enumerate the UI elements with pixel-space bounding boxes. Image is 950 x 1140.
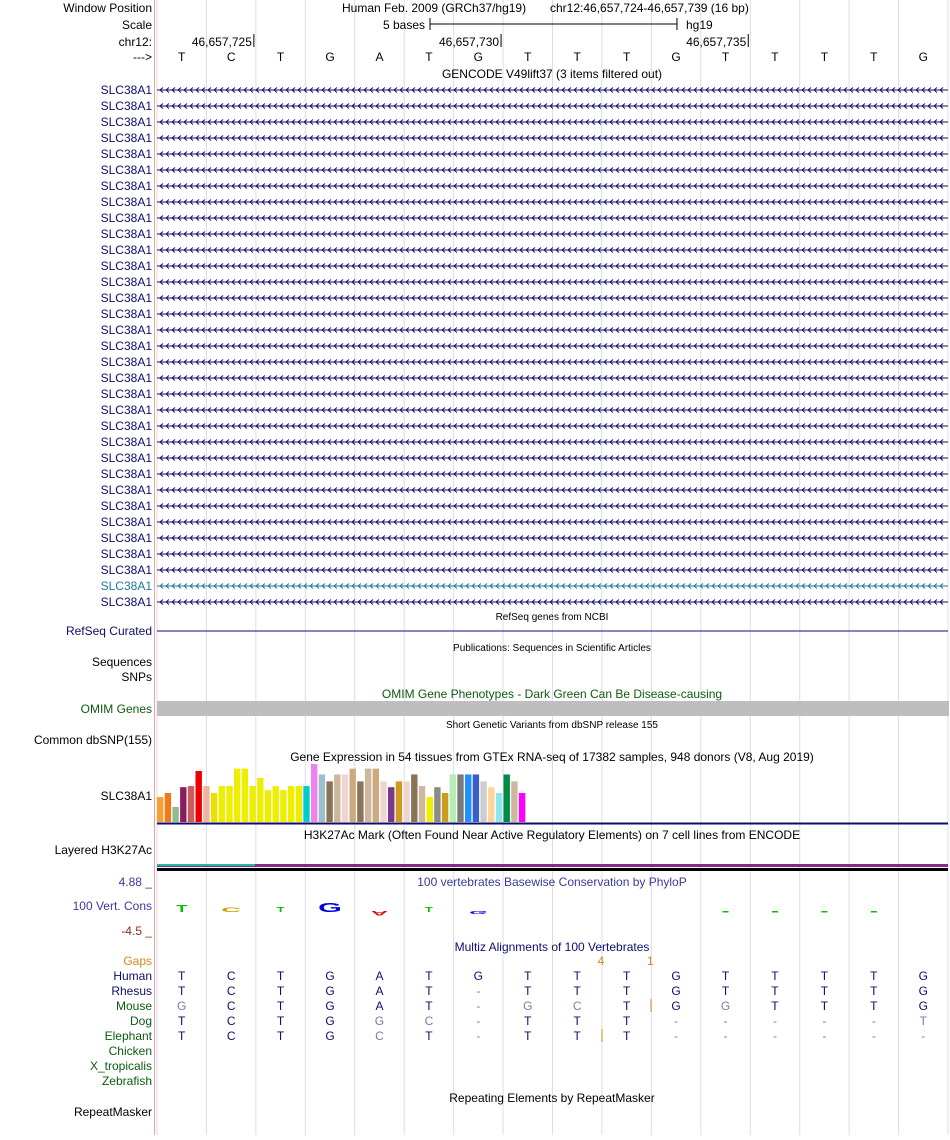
gencode-transcript-label[interactable]: SLC38A1 — [100, 163, 152, 177]
gtex-tissue-bar[interactable] — [303, 786, 309, 822]
gtex-tissue-bar[interactable] — [396, 781, 402, 822]
alignment-base: T — [721, 969, 730, 983]
gencode-transcript-label[interactable]: SLC38A1 — [100, 419, 152, 433]
base-letter: T — [622, 50, 631, 64]
gencode-transcript[interactable] — [157, 328, 948, 333]
gtex-tissue-bar[interactable] — [442, 793, 448, 822]
alignment-base: G — [473, 969, 484, 983]
alignment-base: T — [771, 999, 779, 1013]
alignment-base: T — [919, 1014, 927, 1028]
alignment-base: T — [276, 1014, 285, 1028]
scale-db: hg19 — [686, 18, 713, 32]
gencode-transcript[interactable] — [157, 168, 948, 173]
alignment-base: G — [918, 999, 928, 1013]
alignment-base: C — [226, 984, 236, 998]
alignment-base: T — [276, 984, 285, 998]
gencode-transcript-label[interactable]: SLC38A1 — [100, 387, 152, 401]
alignment-base: - — [921, 1029, 926, 1043]
alignment-base: T — [622, 1014, 631, 1028]
base-letter: G — [671, 50, 681, 64]
alignment-base: T — [425, 999, 433, 1013]
alignment-base: T — [425, 984, 433, 998]
base-letter: T — [178, 50, 186, 64]
gencode-transcript[interactable] — [157, 584, 948, 589]
gencode-transcript-label[interactable]: SLC38A1 — [100, 483, 152, 497]
gencode-transcript[interactable] — [157, 120, 948, 125]
gencode-transcript-label[interactable]: SLC38A1 — [100, 467, 152, 481]
gencode-transcript[interactable] — [157, 552, 948, 557]
chrom-label[interactable]: chr12: — [118, 35, 152, 49]
phylop-small-mark — [772, 911, 778, 913]
gtex-tissue-bar[interactable] — [419, 786, 425, 822]
phylop-logo[interactable] — [176, 901, 877, 917]
gtex-tissue-bar[interactable] — [434, 787, 440, 822]
gencode-transcript-label[interactable]: SLC38A1 — [100, 195, 152, 209]
gencode-transcript-label[interactable]: SLC38A1 — [100, 515, 152, 529]
gencode-transcript[interactable] — [157, 392, 948, 397]
gencode-transcript-label[interactable]: SLC38A1 — [100, 355, 152, 369]
gencode-transcript-label[interactable]: SLC38A1 — [100, 259, 152, 273]
dbsnp-title: Short Genetic Variants from dbSNP release 155 — [446, 720, 658, 731]
alignment-base: C — [226, 999, 236, 1013]
alignment-base: T — [178, 1014, 186, 1028]
gencode-transcript-label[interactable]: SLC38A1 — [100, 275, 152, 289]
publications-title: Publications: Sequences in Scientific Articles — [453, 643, 651, 654]
scale-label[interactable]: Scale — [121, 18, 152, 32]
gencode-transcript[interactable] — [157, 152, 948, 157]
alignment-base: G — [671, 969, 681, 983]
gencode-transcript[interactable] — [157, 408, 948, 413]
gtex-tissue-bar[interactable] — [388, 787, 394, 822]
h3k27ac-signal-purple[interactable] — [157, 864, 948, 867]
gtex-tissue-bar[interactable] — [342, 774, 348, 822]
coordinate-label: 46,657,730 — [439, 35, 500, 49]
gtex-bar-chart[interactable] — [157, 764, 525, 822]
gencode-transcript[interactable] — [157, 376, 948, 381]
gencode-transcript-label[interactable]: SLC38A1 — [100, 227, 152, 241]
alignment-base: T — [276, 1029, 285, 1043]
gtex-tissue-bar[interactable] — [219, 786, 225, 822]
base-letter: A — [375, 50, 384, 64]
gtex-tissue-bar[interactable] — [403, 781, 409, 822]
alignment-base: - — [723, 1014, 728, 1028]
gencode-transcript[interactable] — [157, 568, 948, 573]
gtex-tissue-bar[interactable] — [465, 774, 471, 822]
gencode-transcript[interactable] — [157, 424, 948, 429]
gtex-tissue-bar[interactable] — [427, 797, 433, 822]
h3k27ac-label[interactable]: Layered H3K27Ac — [54, 843, 152, 857]
gtex-tissue-bar[interactable] — [504, 774, 510, 822]
alignment-base: G — [374, 1014, 385, 1028]
gencode-transcript-label[interactable]: SLC38A1 — [100, 403, 152, 417]
gtex-tissue-bar[interactable] — [188, 786, 194, 822]
alignment-base: - — [476, 1014, 481, 1028]
alignment-base: - — [476, 999, 481, 1013]
alignment-base: - — [871, 1029, 876, 1043]
omim-phenotype-bar[interactable] — [157, 701, 949, 716]
multiz-title: Multiz Alignments of 100 Vertebrates — [454, 940, 650, 954]
alignment-base: A — [375, 999, 384, 1013]
gtex-tissue-bar[interactable] — [172, 807, 178, 822]
phylop-base-glyph: A — [371, 909, 388, 918]
alignment-base: G — [720, 999, 731, 1013]
alignment-base: T — [425, 969, 433, 983]
alignment-base: - — [723, 1029, 728, 1043]
gencode-transcript-label[interactable]: SLC38A1 — [100, 83, 152, 97]
alignment-base: T — [622, 1029, 631, 1043]
gencode-transcript[interactable] — [157, 104, 948, 109]
alignment-base: G — [523, 999, 533, 1013]
alignment-base: T — [721, 984, 730, 998]
gencode-transcript[interactable] — [157, 264, 948, 269]
gtex-tissue-bar[interactable] — [357, 781, 363, 822]
gencode-transcript-label[interactable]: SLC38A1 — [100, 291, 152, 305]
gencode-transcript-label[interactable]: SLC38A1 — [100, 499, 152, 513]
gencode-transcript[interactable] — [157, 200, 948, 205]
omim-title: OMIM Gene Phenotypes - Dark Green Can Be Disease-causing — [381, 687, 723, 701]
gtex-tissue-bar[interactable] — [488, 787, 494, 822]
gtex-tissue-bar[interactable] — [234, 769, 240, 822]
h3k27ac-track-border — [157, 868, 948, 871]
phylop-min-label: -4.5 _ — [121, 924, 152, 938]
alignment-base: T — [573, 1014, 581, 1028]
gtex-tissue-bar[interactable] — [165, 793, 171, 822]
repeatmasker-title: Repeating Elements by RepeatMasker — [449, 1091, 655, 1105]
gtex-tissue-bar[interactable] — [365, 769, 371, 822]
alignment-base: T — [524, 1014, 532, 1028]
coordinate-label: 46,657,735 — [686, 35, 747, 49]
dbsnp-label[interactable]: Common dbSNP(155) — [33, 733, 152, 747]
species-label[interactable]: Human — [113, 969, 152, 983]
base-letter: T — [425, 50, 433, 64]
coordinate-label: 46,657,725 — [191, 35, 252, 49]
alignment-base: G — [671, 999, 681, 1013]
alignment-base: T — [870, 969, 878, 983]
gencode-transcript-label[interactable]: SLC38A1 — [100, 371, 152, 385]
phylop-small-mark — [871, 911, 877, 913]
alignment-base: - — [822, 1014, 827, 1028]
window-position-label[interactable]: Window Position — [63, 1, 152, 15]
phylop-max-label: 4.88 _ — [118, 875, 152, 889]
refseq-title: RefSeq genes from NCBI — [495, 612, 609, 623]
alignment-base: G — [918, 984, 928, 998]
alignment-base: - — [871, 1014, 876, 1028]
alignment-base: G — [177, 999, 187, 1013]
phylop-label[interactable]: 100 Vert. Cons — [72, 899, 152, 913]
gencode-transcript-label[interactable]: SLC38A1 — [100, 323, 152, 337]
gencode-transcript-label[interactable]: SLC38A1 — [100, 547, 152, 561]
alignment-base: A — [375, 969, 384, 983]
position-text: chr12:46,657,724-46,657,739 (16 bp) — [550, 1, 749, 15]
base-letter: T — [524, 50, 532, 64]
gtex-tissue-bar[interactable] — [511, 781, 517, 822]
phylop-base-glyph: G — [469, 909, 488, 916]
gtex-tissue-bar[interactable] — [480, 781, 486, 822]
alignment-base: C — [226, 1029, 236, 1043]
species-label[interactable]: Rhesus — [111, 984, 152, 998]
alignment-base: T — [178, 1029, 186, 1043]
refseq-label[interactable]: RefSeq Curated — [65, 624, 152, 638]
phylop-base-glyph: T — [176, 903, 188, 915]
h3k27ac-title: H3K27Ac Mark (Often Found Near Active Regulatory Elements) on 7 cell lines from ENCODE — [303, 828, 801, 842]
gencode-transcript-label[interactable]: SLC38A1 — [100, 435, 152, 449]
alignment-base: G — [325, 1029, 335, 1043]
alignment-base: C — [424, 1014, 434, 1028]
gencode-transcript-label[interactable]: SLC38A1 — [100, 563, 152, 577]
publications-sequences-label[interactable]: Sequences — [91, 655, 152, 669]
gtex-tissue-bar[interactable] — [257, 778, 263, 822]
alignment-base: T — [820, 999, 829, 1013]
gencode-title: GENCODE V49lift37 (3 items filtered out) — [441, 67, 663, 81]
phylop-base-glyph: G — [318, 900, 342, 915]
gencode-transcript[interactable] — [157, 344, 948, 349]
base-letter: G — [473, 50, 484, 64]
gtex-tissue-bar[interactable] — [296, 786, 302, 822]
gencode-transcript[interactable] — [157, 536, 948, 541]
alignment-base: T — [573, 1029, 581, 1043]
gtex-tissue-bar[interactable] — [350, 769, 356, 822]
base-letter: G — [325, 50, 335, 64]
species-label[interactable]: Mouse — [115, 999, 152, 1013]
phylop-small-mark — [821, 911, 827, 913]
gencode-transcript-label[interactable]: SLC38A1 — [100, 307, 152, 321]
gtex-tissue-bar[interactable] — [180, 787, 186, 822]
gencode-transcript[interactable] — [157, 600, 948, 605]
phylop-title: 100 vertebrates Basewise Conservation by PhyloP — [417, 875, 687, 889]
omim-label[interactable]: OMIM Genes — [80, 702, 152, 716]
alignment-base: T — [524, 1029, 532, 1043]
gtex-tissue-bar[interactable] — [380, 781, 386, 822]
gencode-transcript-label[interactable]: SLC38A1 — [100, 243, 152, 257]
gencode-transcript[interactable] — [157, 472, 948, 477]
alignment-base: T — [178, 984, 186, 998]
alignment-base: T — [276, 969, 285, 983]
alignment-base: G — [325, 984, 335, 998]
gtex-tissue-bar[interactable] — [334, 774, 340, 822]
base-letter: T — [870, 50, 878, 64]
species-label[interactable]: Zebrafish — [101, 1074, 152, 1088]
gtex-tissue-bar[interactable] — [265, 790, 271, 822]
gencode-transcript-label[interactable]: SLC38A1 — [100, 147, 152, 161]
gtex-title: Gene Expression in 54 tissues from GTEx RNA-seq of 17382 samples, 948 donors (V8, Aug 2019) — [290, 750, 814, 764]
gencode-transcript-label[interactable]: SLC38A1 — [100, 579, 152, 593]
gtex-tissue-bar[interactable] — [373, 769, 379, 822]
gtex-tissue-bar[interactable] — [288, 786, 294, 822]
alignment-base: - — [476, 1029, 481, 1043]
alignment-base: - — [772, 1029, 777, 1043]
alignment-base: - — [772, 1014, 777, 1028]
alignment-base: T — [178, 969, 186, 983]
gencode-transcript[interactable] — [157, 456, 948, 461]
base-letter: T — [276, 50, 285, 64]
alignment-base: - — [674, 1014, 679, 1028]
gtex-tissue-bar[interactable] — [450, 774, 456, 822]
gtex-label[interactable]: SLC38A1 — [100, 789, 152, 803]
gtex-tissue-bar[interactable] — [473, 774, 479, 822]
gtex-tissue-bar[interactable] — [211, 793, 217, 822]
phylop-base-glyph: T — [276, 906, 285, 915]
alignment-base: G — [325, 1014, 335, 1028]
alignment-base: T — [870, 984, 878, 998]
alignment-base: - — [476, 984, 481, 998]
gaps-label[interactable]: Gaps — [123, 954, 152, 968]
gtex-tissue-bar[interactable] — [203, 786, 209, 822]
gencode-transcript[interactable] — [157, 296, 948, 301]
base-letter: G — [918, 50, 928, 64]
gencode-transcript[interactable] — [157, 232, 948, 237]
gencode-transcript[interactable] — [157, 520, 948, 525]
species-label[interactable]: X_tropicalis — [89, 1059, 152, 1073]
alignment-base: T — [622, 984, 631, 998]
gtex-tissue-bar[interactable] — [519, 793, 525, 822]
alignment-base: - — [822, 1029, 827, 1043]
gencode-transcript[interactable] — [157, 440, 948, 445]
gtex-tissue-bar[interactable] — [311, 764, 317, 822]
alignment-base: T — [276, 999, 285, 1013]
gencode-transcript-label[interactable]: SLC38A1 — [100, 99, 152, 113]
phylop-base-glyph: T — [425, 906, 433, 915]
alignment-base: T — [524, 984, 532, 998]
gencode-transcript[interactable] — [157, 280, 948, 285]
base-letter: T — [771, 50, 779, 64]
assembly-name: Human Feb. 2009 (GRCh37/hg19) — [342, 1, 527, 15]
species-label[interactable]: Dog — [129, 1014, 152, 1028]
alignment-base: - — [674, 1029, 679, 1043]
gencode-transcript[interactable] — [157, 312, 948, 317]
gtex-tissue-bar[interactable] — [226, 786, 232, 822]
gtex-tissue-bar[interactable] — [280, 790, 286, 822]
gencode-transcript[interactable] — [157, 248, 948, 253]
gap-count: 4 — [597, 954, 605, 968]
base-letter: C — [226, 50, 236, 64]
gtex-tissue-bar[interactable] — [496, 793, 502, 822]
alignment-base: T — [573, 969, 581, 983]
alignment-base: A — [375, 984, 384, 998]
gencode-transcript-label[interactable]: SLC38A1 — [100, 115, 152, 129]
gencode-transcript[interactable] — [157, 488, 948, 493]
strand-label[interactable]: ---> — [133, 50, 152, 64]
scale-text: 5 bases — [382, 18, 425, 32]
alignment-base: T — [771, 984, 779, 998]
base-letter: T — [820, 50, 829, 64]
gencode-transcript-label[interactable]: SLC38A1 — [100, 595, 152, 609]
gtex-tissue-bar[interactable] — [326, 781, 332, 822]
alignment-base: T — [622, 969, 631, 983]
gencode-transcript[interactable] — [157, 504, 948, 509]
gtex-tissue-bar[interactable] — [242, 769, 248, 822]
gencode-transcript-label[interactable]: SLC38A1 — [100, 211, 152, 225]
gencode-transcript[interactable] — [157, 136, 948, 141]
alignment-base: T — [524, 969, 532, 983]
alignment-base: T — [622, 999, 631, 1013]
phylop-small-mark — [723, 911, 729, 913]
base-letter: T — [573, 50, 581, 64]
alignment-base: C — [375, 1029, 384, 1043]
publications-snps-label[interactable]: SNPs — [121, 670, 152, 684]
gap-count: 1 — [647, 954, 654, 968]
alignment-base: T — [820, 984, 829, 998]
species-label[interactable]: Elephant — [104, 1029, 152, 1043]
gtex-tissue-bar[interactable] — [457, 774, 463, 822]
gtex-tissue-bar[interactable] — [196, 771, 202, 822]
alignment-base: C — [226, 1014, 236, 1028]
gtex-tissue-bar[interactable] — [157, 797, 163, 822]
alignment-base: G — [325, 999, 335, 1013]
alignment-base: T — [771, 969, 779, 983]
alignment-base: G — [918, 969, 928, 983]
repeatmasker-label[interactable]: RepeatMasker — [73, 1105, 152, 1119]
h3k27ac-signal-teal[interactable] — [157, 864, 255, 866]
gencode-transcript[interactable] — [157, 88, 948, 93]
alignment-base: T — [870, 999, 878, 1013]
species-label[interactable]: Chicken — [108, 1044, 152, 1058]
gencode-transcript-label[interactable]: SLC38A1 — [100, 179, 152, 193]
gtex-tissue-bar[interactable] — [319, 774, 325, 822]
gtex-tissue-bar[interactable] — [249, 786, 255, 822]
alignment-base: C — [572, 999, 582, 1013]
gtex-tissue-bar[interactable] — [411, 774, 417, 822]
gtex-tissue-bar[interactable] — [273, 786, 279, 822]
alignment-base: T — [425, 1029, 433, 1043]
gencode-transcript-label[interactable]: SLC38A1 — [100, 339, 152, 353]
gencode-transcript[interactable] — [157, 184, 948, 189]
gencode-transcript[interactable] — [157, 216, 948, 221]
gencode-transcript-label[interactable]: SLC38A1 — [100, 131, 152, 145]
phylop-base-glyph: C — [221, 906, 241, 914]
alignment-base: T — [820, 969, 829, 983]
alignment-base: G — [325, 969, 335, 983]
gencode-transcript-label[interactable]: SLC38A1 — [100, 451, 152, 465]
alignment-base: C — [226, 969, 236, 983]
gencode-transcript[interactable] — [157, 360, 948, 365]
alignment-base: T — [573, 984, 581, 998]
alignment-base: G — [671, 984, 681, 998]
base-letter: T — [721, 50, 730, 64]
gencode-transcript-label[interactable]: SLC38A1 — [100, 531, 152, 545]
